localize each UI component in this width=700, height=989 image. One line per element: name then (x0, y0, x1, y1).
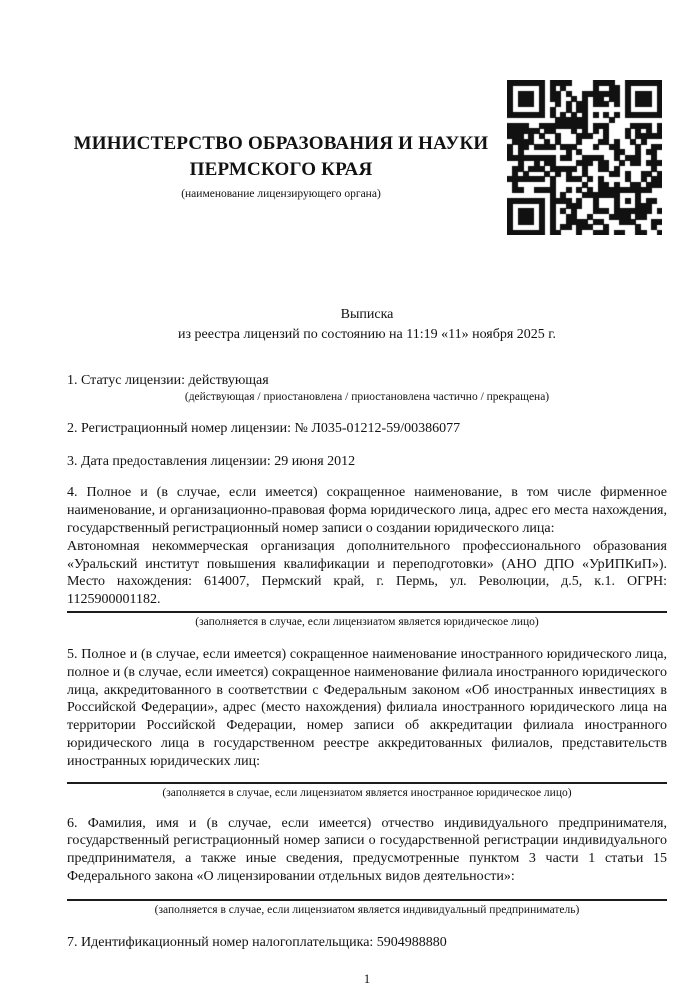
item-registration-number-text: 2. Регистрационный номер лицензии: № Л035-01212-59/00386077 (67, 420, 461, 436)
item-registration-number (67, 420, 667, 438)
document-header (67, 0, 667, 240)
item-foreign-entity-question: 5. Полное и (в случае, если имеется) сокращенное наименование иностранного юридического лица, полное и (в случае, если имеется) сокращенное наименование филиала иностранного юридического лица, аккредитованного в соответствии с Федеральным законом «Об иностранных инвестициях в Российской Федерации», адрес (место нахождения) филиала иностранного юридического лица на территории Российской Федерации, номер записи об аккредитации филиала иностранного юридического лица в государственном реестре аккредитованных филиалов, представительств иностранных юридических лиц: (67, 646, 667, 769)
item-legal-entity-caption: (заполняется в случае, если лицензиатом является юридическое лицо) (195, 615, 539, 628)
page-number: 1 (363, 970, 371, 986)
item-individual-entrepreneur-question: 6. Фамилия, имя и (в случае, если имеется) отчество индивидуального предпринимателя, государственный регистрационный номер записи о государственной регистрации индивидуального предпринимателя, а также иные сведения, предусмотренные пунктом 3 части 1 статьи 15 Федерального закона «О лицензировании отдельных видов деятельности»: (67, 815, 667, 884)
document-title (67, 305, 667, 345)
item-legal-entity-value: Автономная некоммерческая организация дополнительного профессионального образования «Уральский институт повышения квалификации и переподготовки» (АНО ДПО «УрИПКиП»). Место нахождения: 614007, Пермский край, г. Пермь, ул. Революции, д.5, к.1. ОГРН: 1125900001182. (67, 538, 667, 608)
item-taxpayer-number-text: 7. Идентификационный номер налогоплательщика: 5904988880 (67, 934, 447, 950)
authority-name-line2: ПЕРМСКОГО КРАЯ (189, 159, 373, 180)
document-title-line1: Выписка (340, 307, 394, 322)
separator-rule (67, 899, 667, 901)
item-license-date (67, 453, 667, 471)
item-license-status-caption: (действующая / приостановлена / приостановлена частично / прекращена) (184, 390, 550, 403)
item-legal-entity (67, 484, 667, 630)
item-foreign-entity (67, 646, 667, 801)
item-foreign-entity-caption: (заполняется в случае, если лицензиатом является иностранное юридическое лицо) (162, 786, 572, 799)
separator-rule (67, 782, 667, 784)
item-taxpayer-number (67, 934, 667, 952)
separator-rule (67, 611, 667, 613)
authority-caption: (наименование лицензирующего органа) (181, 188, 381, 200)
authority-name-line1: МИНИСТЕРСТВО ОБРАЗОВАНИЯ И НАУКИ (73, 133, 489, 154)
item-license-date-text: 3. Дата предоставления лицензии: 29 июня 2012 (67, 453, 356, 469)
item-license-status-text: 1. Статус лицензии: действующая (67, 373, 269, 388)
item-individual-entrepreneur-caption: (заполняется в случае, если лицензиатом является индивидуальный предприниматель) (154, 903, 580, 916)
item-license-status (67, 372, 667, 405)
licensing-authority-block (71, 131, 491, 202)
document-title-line2: из реестра лицензий по состоянию на 11:19 «11» ноября 2025 г. (178, 327, 556, 342)
item-individual-entrepreneur (67, 815, 667, 918)
item-legal-entity-question: 4. Полное и (в случае, если имеется) сокращенное наименование, в том числе фирменное наименование, и организационно-правовая форма юридического лица, адрес его места нахождения, государственный регистрационный номер записи о создании юридического лица: (67, 485, 667, 536)
qr-code-icon (507, 80, 662, 235)
